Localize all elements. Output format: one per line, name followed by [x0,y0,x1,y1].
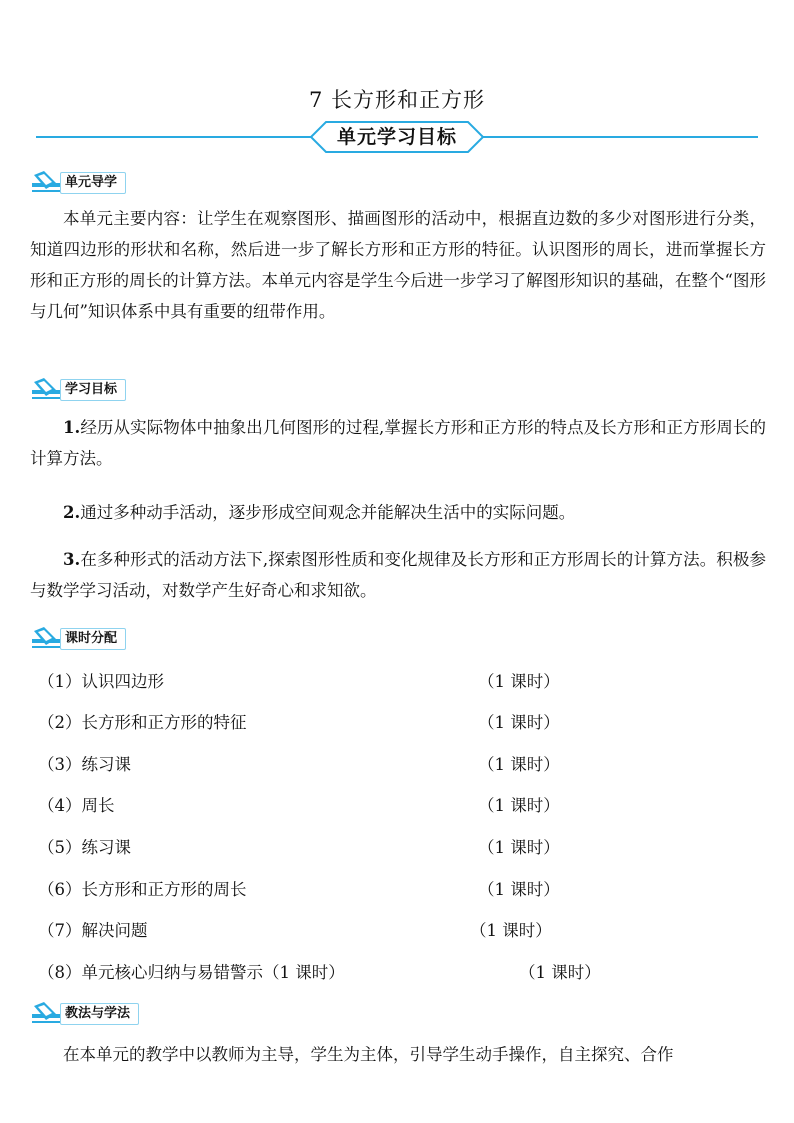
goal-number: 3. [63,550,81,569]
lesson-name: （5）练习课 [38,838,131,857]
goal-item-1 [30,412,766,474]
lesson-hours: （1 课时） [478,672,560,691]
page-title: 7 长方形和正方形 [308,88,486,112]
lesson-name: （1）认识四边形 [38,672,164,691]
goal-number: 2. [63,503,81,522]
goal-item-2 [30,497,766,528]
unit-goals-banner [36,118,758,156]
pencil-icon [30,625,64,651]
lesson-name: （7）解决问题 [38,921,148,940]
pencil-icon [30,1000,64,1026]
lesson-row [38,751,738,775]
lesson-hours: （1 课时） [478,713,560,732]
lesson-row [38,792,738,816]
lesson-row [38,834,738,858]
lesson-name: （8）单元核心归纳与易错警示（1 课时） [38,963,345,982]
lesson-row [38,709,738,733]
lesson-name: （6）长方形和正方形的周长 [38,880,247,899]
lesson-row [38,959,738,983]
banner-title: 单元学习目标 [336,126,457,148]
methods-paragraph: 在本单元的教学中以教师为主导，学生为主体，引导学生动手操作，自主探究、合作 [63,1045,674,1064]
goal-text: 经历从实际物体中抽象出几何图形的过程,掌握长方形和正方形的特点及长方形和正方形周长的计算方法。 [30,418,766,468]
lesson-hours: （1 课时） [519,963,601,982]
goal-item-3 [30,544,766,606]
lesson-name: （4）周长 [38,796,115,815]
lesson-row [38,917,738,941]
section-label: 学习目标 [60,379,126,401]
section-label: 课时分配 [60,628,126,650]
lesson-name: （3）练习课 [38,755,131,774]
guide-paragraph: 本单元主要内容：让学生在观察图形、描画图形的活动中，根据直边数的多少对图形进行分类，知道四边形的形状和名称，然后进一步了解长方形和正方形的特征。认识图形的周长，进而掌握长方形和正方形的周长的计算方法。本单元内容是学生今后进一步学习了解图形知识的基础，在整个“图形与几何”知识体系中具有重要的纽带作用。 [30,209,766,321]
lesson-name: （2）长方形和正方形的特征 [38,713,247,732]
goal-text: 通过多种动手活动，逐步形成空间观念并能解决生活中的实际问题。 [80,503,576,522]
goal-number: 1. [63,418,81,437]
goal-text: 在多种形式的活动方法下,探索图形性质和变化规律及长方形和正方形周长的计算方法。积极参与数学学习活动，对数学产生好奇心和求知欲。 [30,550,766,600]
lesson-hours: （1 课时） [478,755,560,774]
lesson-hours: （1 课时） [470,921,552,940]
section-label: 单元导学 [60,172,126,194]
pencil-icon [30,376,64,402]
lesson-row [38,876,738,900]
lesson-hours: （1 课时） [478,880,560,899]
lesson-hours: （1 课时） [478,838,560,857]
section-label: 教法与学法 [60,1003,139,1025]
lesson-row [38,668,738,692]
lesson-hours: （1 课时） [478,796,560,815]
pencil-icon [30,169,64,195]
